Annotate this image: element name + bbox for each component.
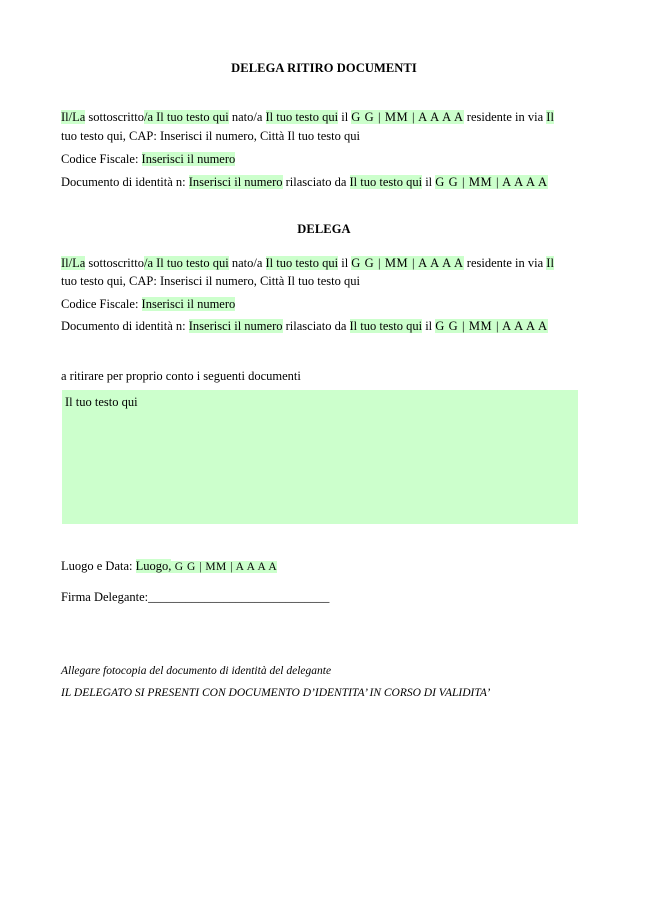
delegante-document-line: Documento di identità n: Inserisci il numero rilasciato da Il tuo testo qui il G G | MM | A A A A: [61, 175, 548, 189]
delegante-codice-fiscale: Codice Fiscale: Inserisci il numero: [61, 152, 236, 166]
luogo-date-field[interactable]: G G | MM | A A A A: [171, 561, 278, 573]
delegante-name-field[interactable]: Il tuo testo qui: [156, 110, 229, 124]
delegato-line-2: tuo testo qui, CAP: Inserisci il numero, Città Il tuo testo qui: [61, 274, 360, 288]
delegante-cf-field[interactable]: Inserisci il numero: [141, 152, 236, 166]
note-delegato: IL DELEGATO SI PRESENTI CON DOCUMENTO D’IDENTITA’ IN CORSO DI VALIDITA’: [61, 687, 491, 699]
delegato-cf-field[interactable]: Inserisci il numero: [141, 297, 236, 311]
luogo-field[interactable]: Luogo,: [135, 559, 172, 573]
delegante-address-field[interactable]: Il: [546, 110, 554, 124]
delegato-address-field[interactable]: Il: [546, 256, 554, 270]
luogo-data-line: Luogo e Data: Luogo, G G | MM | A A A A: [61, 559, 278, 573]
delegante-birthplace-field[interactable]: Il tuo testo qui: [265, 110, 339, 124]
delegante-doc-date-field[interactable]: G G | MM | A A A A: [435, 175, 548, 189]
delegato-birthdate-field[interactable]: G G | MM | A A A A: [351, 256, 464, 270]
ritirare-label: a ritirare per proprio conto i seguenti documenti: [61, 369, 301, 383]
delegato-birthplace-field[interactable]: Il tuo testo qui: [265, 256, 339, 270]
signature-line[interactable]: _____________________________: [148, 590, 330, 604]
delegante-line-2: tuo testo qui, CAP: Inserisci il numero, Città Il tuo testo qui: [61, 129, 360, 143]
delegato-document-line: Documento di identità n: Inserisci il numero rilasciato da Il tuo testo qui il G G | MM | A A A A: [61, 319, 548, 333]
delegato-codice-fiscale: Codice Fiscale: Inserisci il numero: [61, 297, 236, 311]
delegato-il-la: Il/La: [61, 256, 86, 270]
delegato-line-1: Il/La sottoscritto/a Il tuo testo qui nato/a Il tuo testo qui il G G | MM | A A A A residente in via Il: [61, 256, 554, 270]
delegante-doc-number-field[interactable]: Inserisci il numero: [188, 175, 283, 189]
delegato-name-field[interactable]: Il tuo testo qui: [156, 256, 229, 270]
delegato-doc-date-field[interactable]: G G | MM | A A A A: [435, 319, 548, 333]
delegante-il-la: Il/La: [61, 110, 86, 124]
delegante-line-1: Il/La sottoscritto/a Il tuo testo qui nato/a Il tuo testo qui il G G | MM | A A A A residente in via Il: [61, 110, 554, 124]
documents-text-value: Il tuo testo qui: [65, 395, 138, 409]
delegante-birthdate-field[interactable]: G G | MM | A A A A: [351, 110, 464, 124]
document-title: DELEGA RITIRO DOCUMENTI: [231, 61, 417, 75]
delegato-issuer-field[interactable]: Il tuo testo qui: [349, 319, 423, 333]
delegante-issuer-field[interactable]: Il tuo testo qui: [349, 175, 423, 189]
firma-delegante-line: Firma Delegante:_____________________________: [61, 590, 330, 604]
section-title-delega: DELEGA: [297, 222, 351, 236]
documents-text-area[interactable]: [62, 390, 578, 524]
note-allegare: Allegare fotocopia del documento di identità del delegante: [61, 665, 332, 677]
delegato-doc-number-field[interactable]: Inserisci il numero: [188, 319, 283, 333]
